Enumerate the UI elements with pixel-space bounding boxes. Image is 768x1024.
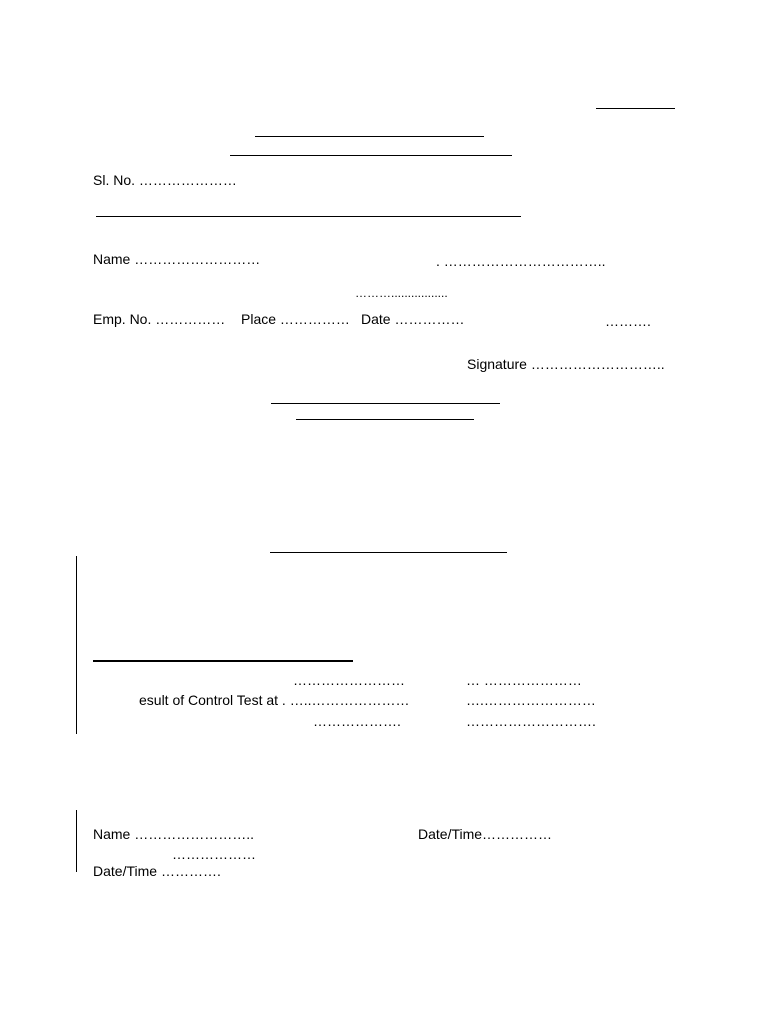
top-right-rule [596, 108, 675, 109]
footer-date-time-field: Date/Time …………. [93, 863, 221, 879]
section-rule [96, 216, 521, 217]
control-row1-right: … ………………… [466, 672, 582, 688]
footer-date-time-right: Date/Time…………… [418, 826, 553, 842]
signature-field: Signature ……………………….. [467, 356, 665, 372]
lower-heading-rule [270, 552, 507, 553]
control-row1-left: …………………… [293, 672, 405, 688]
mid-rule-2 [296, 419, 474, 420]
heading-rule-1 [255, 136, 484, 137]
footer-mid-dots: ……………… [172, 846, 256, 862]
emp-no-field: Emp. No. …………… [93, 311, 226, 327]
left-margin-bar-1 [76, 556, 77, 734]
control-result-label: esult of Control Test at . …..………………… [139, 692, 410, 708]
control-row3-right: ………………………. [466, 713, 596, 729]
name-right-field: . …………………………….. [436, 253, 606, 269]
heading-rule-2 [230, 155, 512, 156]
left-margin-bar-2 [76, 810, 77, 872]
control-row3-left: ………………. [313, 713, 401, 729]
footer-name-field: Name …………………….. [93, 826, 255, 842]
control-row2-right: ….…………………… [466, 692, 596, 708]
control-test-rule [93, 660, 353, 662]
name-field: Name ……………………… [93, 251, 261, 267]
date-right-field: ………. [605, 313, 651, 329]
sl-no-field: Sl. No. ………………… [93, 172, 237, 188]
date-field: Date …………… [361, 311, 465, 327]
mid-rule-1 [271, 403, 500, 404]
place-field: Place …………… [241, 311, 350, 327]
sub-dots-field: ………................. [355, 286, 448, 300]
